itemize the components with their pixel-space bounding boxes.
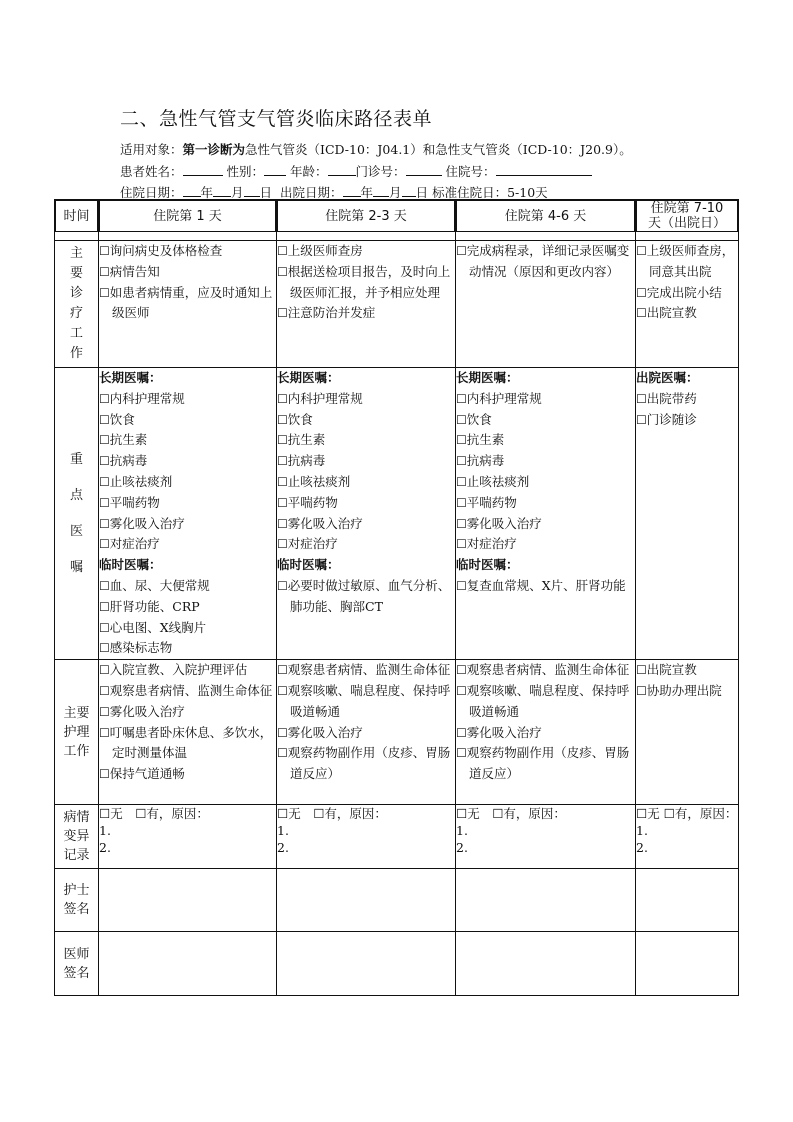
checklist-item-label: 对症治疗 bbox=[109, 536, 160, 552]
nursing-day1 bbox=[99, 660, 277, 805]
admit-year-field[interactable] bbox=[183, 184, 201, 197]
checklist-item[interactable] bbox=[277, 262, 455, 304]
checkbox-icon[interactable]: ☐ bbox=[99, 578, 110, 593]
orders-day7-10: 出院医嘱： ☐出院带药 ☐门诊随诊 bbox=[636, 368, 739, 660]
admit-day-field[interactable] bbox=[244, 184, 260, 197]
orders-day1: 长期医嘱： ☐内科护理常规 ☐饮食 ☐抗生素 ☐抗病毒 ☐止咳祛痰剂 ☐平喘药物 ☐雾化吸入治疗 ☐对症治疗 临时医嘱： ☐血、尿、大便常规 ☐肝肾功能、CRP ☐心电图、X线胸片 ☐感染标志物 bbox=[99, 368, 277, 660]
row-label-nurse-sign: 护士签名 bbox=[55, 869, 99, 932]
checkbox-icon[interactable]: ☐ bbox=[636, 683, 647, 698]
checklist-item[interactable] bbox=[277, 472, 455, 493]
checklist-item[interactable] bbox=[277, 451, 455, 472]
checklist-item-label: 血、尿、大便常规 bbox=[109, 577, 210, 593]
checklist-item[interactable] bbox=[456, 743, 635, 785]
variance-day4-6[interactable]: ☐无 ☐有，原因： 1. 2. bbox=[456, 805, 636, 869]
checklist-item-label: 根据送检项目报告，及时向上级医师汇报，并予相应处理 bbox=[287, 263, 451, 300]
clinical-pathway-table bbox=[54, 199, 739, 996]
checkbox-icon[interactable]: ☐ bbox=[277, 454, 288, 469]
checklist-item[interactable] bbox=[99, 618, 276, 639]
row-label-variance: 病情变异记录 bbox=[55, 805, 99, 869]
checklist-item-label: 复查血常规、X片、肝肾功能 bbox=[466, 577, 626, 593]
variance-day7-10[interactable]: ☐无 ☐有，原因： 1. 2. bbox=[636, 805, 739, 869]
checklist-item[interactable] bbox=[277, 303, 455, 324]
sex-field[interactable] bbox=[264, 163, 286, 176]
checkbox-icon[interactable]: ☐ bbox=[99, 704, 110, 719]
checklist-item[interactable] bbox=[456, 472, 635, 493]
checklist-item[interactable] bbox=[99, 451, 276, 472]
checklist-item-label: 询问病史及体格检查 bbox=[109, 243, 223, 258]
checklist-item[interactable] bbox=[636, 283, 738, 304]
row-doctor-sign bbox=[55, 932, 739, 996]
checkbox-icon[interactable]: ☐ bbox=[277, 495, 288, 510]
checkbox-icon[interactable]: ☐ bbox=[277, 537, 288, 552]
diagnosis-day1 bbox=[99, 241, 277, 368]
checklist-item[interactable] bbox=[99, 493, 276, 514]
checklist-item-label: 完成病程录，详细记录医嘱变动情况（原因和更改内容） bbox=[466, 243, 630, 279]
checklist-item-label: 饮食 bbox=[109, 411, 135, 427]
checklist-item[interactable] bbox=[636, 681, 738, 702]
checkbox-icon[interactable]: ☐ bbox=[456, 663, 467, 678]
checklist-item-label: 观察患者病情、监测生命体征 bbox=[466, 662, 630, 678]
checklist-item-label: 对症治疗 bbox=[287, 536, 338, 552]
checklist-item-label: 病情告知 bbox=[109, 263, 160, 279]
checklist-item-label: 平喘药物 bbox=[109, 494, 160, 510]
checklist-item[interactable] bbox=[277, 743, 455, 785]
checklist-item-label: 止咳祛痰剂 bbox=[287, 473, 351, 489]
checklist-item[interactable] bbox=[277, 241, 455, 262]
checkbox-icon[interactable]: ☐ bbox=[636, 306, 647, 321]
row-nursing bbox=[55, 660, 739, 805]
checklist-item-label: 出院宣教 bbox=[646, 305, 697, 321]
checklist-item-label: 抗病毒 bbox=[466, 453, 505, 469]
row-label-diagnosis: 主要诊疗工作 bbox=[55, 241, 99, 368]
checklist-item-label: 雾化吸入治疗 bbox=[287, 515, 363, 531]
checkbox-icon[interactable]: ☐ bbox=[277, 474, 288, 489]
checklist-item[interactable] bbox=[99, 702, 276, 723]
header-day7-10: 住院第 7-10 天（出院日） bbox=[636, 200, 739, 241]
checklist-item-label: 观察患者病情、监测生命体征 bbox=[109, 682, 273, 698]
checklist-item-label: 平喘药物 bbox=[466, 494, 517, 510]
discharge-month-field[interactable] bbox=[373, 184, 389, 197]
row-variance bbox=[55, 805, 739, 869]
header-day2-3: 住院第 2-3 天 bbox=[277, 200, 456, 241]
checklist-item-label: 观察咳嗽、喘息程度、保持呼吸道畅通 bbox=[287, 682, 451, 719]
nursing-day4-6 bbox=[456, 660, 636, 805]
checklist-item[interactable] bbox=[99, 262, 276, 283]
age-field[interactable] bbox=[328, 163, 356, 176]
doctor-sign-day7-10[interactable] bbox=[636, 932, 739, 996]
checklist-item[interactable] bbox=[99, 660, 276, 681]
checklist-item[interactable] bbox=[99, 514, 276, 535]
checkbox-icon[interactable]: ☐ bbox=[99, 391, 110, 406]
checklist-item[interactable] bbox=[277, 514, 455, 535]
checklist-item-label: 内科护理常规 bbox=[466, 390, 542, 406]
checklist-item[interactable] bbox=[456, 241, 635, 283]
checkbox-icon[interactable]: ☐ bbox=[277, 663, 288, 678]
checklist-item[interactable] bbox=[456, 451, 635, 472]
checkbox-icon[interactable]: ☐ bbox=[99, 620, 110, 635]
discharge-year-field[interactable] bbox=[343, 184, 361, 197]
checklist-item[interactable] bbox=[456, 660, 635, 681]
patient-info-line: 患者姓名： 性别： 年龄： 门诊号： 住院号： bbox=[120, 162, 592, 180]
row-orders bbox=[55, 368, 739, 660]
patient-name-field[interactable] bbox=[183, 163, 223, 176]
checkbox-icon[interactable]: ☐ bbox=[99, 454, 110, 469]
nurse-sign-day4-6[interactable] bbox=[456, 869, 636, 932]
checkbox-icon[interactable]: ☐ bbox=[456, 537, 467, 552]
checklist-item[interactable] bbox=[99, 764, 276, 785]
checklist-item[interactable] bbox=[277, 410, 455, 431]
row-diagnosis bbox=[55, 241, 739, 368]
checkbox-icon[interactable]: ☐ bbox=[456, 244, 467, 258]
checklist-item-label: 肝肾功能、CRP bbox=[109, 598, 200, 614]
checkbox-icon[interactable]: ☐ bbox=[456, 412, 467, 427]
checkbox-icon[interactable]: ☐ bbox=[277, 725, 288, 740]
checklist-item[interactable] bbox=[456, 723, 635, 744]
checkbox-icon[interactable]: ☐ bbox=[456, 433, 467, 448]
header-day1: 住院第 1 天 bbox=[99, 200, 277, 241]
checkbox-icon[interactable]: ☐ bbox=[99, 285, 110, 300]
checklist-item-label: 饮食 bbox=[287, 411, 313, 427]
checklist-item[interactable] bbox=[456, 430, 635, 451]
checkbox-icon[interactable]: ☐ bbox=[456, 516, 467, 531]
checklist-item-label: 入院宣教、入院护理评估 bbox=[109, 662, 248, 678]
checklist-item-label: 完成出院小结 bbox=[646, 284, 722, 300]
checklist-item[interactable] bbox=[277, 576, 455, 618]
checkbox-icon[interactable]: ☐ bbox=[99, 244, 110, 258]
clinic-no-field[interactable] bbox=[406, 163, 442, 176]
checklist-item[interactable] bbox=[277, 681, 455, 723]
diagnosis-day4-6 bbox=[456, 241, 636, 368]
checklist-item[interactable] bbox=[456, 410, 635, 431]
orders-day4-6: 长期医嘱： ☐内科护理常规 ☐饮食 ☐抗生素 ☐抗病毒 ☐止咳祛痰剂 ☐平喘药物 ☐雾化吸入治疗 ☐对症治疗 临时医嘱： ☐复查血常规、X片、肝肾功能 bbox=[456, 368, 636, 660]
checklist-item-label: 叮嘱患者卧床休息、多饮水，定时测量体温 bbox=[109, 724, 273, 761]
checklist-item[interactable] bbox=[99, 283, 276, 325]
checkbox-icon[interactable]: ☐ bbox=[277, 391, 288, 406]
page-title: 二、急性气管支气管炎临床路径表单 bbox=[120, 108, 433, 130]
checklist-item[interactable] bbox=[277, 493, 455, 514]
header-day4-6: 住院第 4-6 天 bbox=[456, 200, 636, 241]
checkbox-icon[interactable]: ☐ bbox=[99, 537, 110, 552]
checkbox-icon[interactable]: ☐ bbox=[277, 516, 288, 531]
nurse-sign-day1[interactable] bbox=[99, 869, 277, 932]
row-label-orders: 重点医嘱 bbox=[55, 368, 99, 660]
checklist-item-label: 平喘药物 bbox=[287, 494, 338, 510]
checklist-item[interactable] bbox=[456, 514, 635, 535]
dates-line: 住院日期： 年 月 日 出院日期： 年 月 日 标准住院日：5-10天 bbox=[120, 185, 548, 200]
checklist-item-label: 雾化吸入治疗 bbox=[466, 515, 542, 531]
checkbox-icon[interactable]: ☐ bbox=[277, 244, 288, 258]
checkbox-icon[interactable]: ☐ bbox=[99, 683, 110, 698]
checklist-item[interactable] bbox=[99, 534, 276, 555]
checkbox-icon[interactable]: ☐ bbox=[99, 641, 110, 656]
checkbox-icon[interactable]: ☐ bbox=[456, 495, 467, 510]
checkbox-icon[interactable]: ☐ bbox=[277, 746, 288, 761]
checklist-item-label: 保持气道通畅 bbox=[109, 766, 185, 782]
header-row bbox=[55, 200, 739, 241]
checklist-item[interactable] bbox=[99, 723, 276, 765]
row-label-doctor-sign: 医师签名 bbox=[55, 932, 99, 996]
header-time: 时间 bbox=[55, 200, 99, 241]
checklist-item-label: 观察咳嗽、喘息程度、保持呼吸道畅通 bbox=[466, 682, 630, 719]
inpatient-no-field[interactable] bbox=[496, 163, 592, 176]
checkbox-icon[interactable]: ☐ bbox=[99, 516, 110, 531]
checklist-item[interactable] bbox=[99, 638, 276, 659]
checkbox-icon[interactable]: ☐ bbox=[99, 412, 110, 427]
checklist-item[interactable] bbox=[636, 303, 738, 324]
checkbox-icon[interactable]: ☐ bbox=[636, 663, 647, 678]
checklist-item-label: 上级医师查房 bbox=[287, 243, 363, 258]
row-nurse-sign bbox=[55, 869, 739, 932]
checklist-item-label: 饮食 bbox=[466, 411, 492, 427]
checklist-item-label: 雾化吸入治疗 bbox=[109, 515, 185, 531]
doctor-sign-day2-3[interactable] bbox=[277, 932, 456, 996]
diagnosis-day7-10 bbox=[636, 241, 739, 368]
checkbox-icon[interactable]: ☐ bbox=[99, 725, 110, 740]
checklist-item-label: 观察患者病情、监测生命体征 bbox=[287, 662, 451, 678]
checklist-item-label: 心电图、X线胸片 bbox=[109, 619, 207, 635]
variance-day2-3[interactable]: ☐无 ☐有，原因： 1. 2. bbox=[277, 805, 456, 869]
checkbox-icon[interactable]: ☐ bbox=[456, 683, 467, 698]
row-label-nursing: 主要护理工作 bbox=[55, 660, 99, 805]
checklist-item-label: 内科护理常规 bbox=[287, 390, 363, 406]
nurse-sign-day2-3[interactable] bbox=[277, 869, 456, 932]
checkbox-icon[interactable]: ☐ bbox=[636, 391, 647, 406]
checklist-item-label: 雾化吸入治疗 bbox=[466, 724, 542, 740]
checklist-item[interactable] bbox=[636, 660, 738, 681]
checklist-item[interactable] bbox=[99, 389, 276, 410]
checklist-item[interactable] bbox=[99, 472, 276, 493]
checklist-item-label: 出院宣教 bbox=[646, 662, 697, 678]
checklist-item[interactable] bbox=[456, 681, 635, 723]
checklist-item[interactable] bbox=[456, 576, 635, 597]
doctor-sign-day1[interactable] bbox=[99, 932, 277, 996]
diagnosis-day2-3 bbox=[277, 241, 456, 368]
checklist-item-label: 抗生素 bbox=[287, 432, 326, 448]
checklist-item-label: 注意防治并发症 bbox=[287, 305, 376, 321]
checklist-item-label: 必要时做过敏原、血气分析、肺功能、胸部CT bbox=[287, 577, 451, 614]
checklist-item-label: 出院带药 bbox=[646, 390, 697, 406]
checklist-item-label: 内科护理常规 bbox=[109, 390, 185, 406]
checklist-item-label: 如患者病情重，应及时通知上级医师 bbox=[109, 284, 273, 321]
checklist-item-label: 上级医师查房，同意其出院 bbox=[646, 243, 735, 279]
checklist-item[interactable] bbox=[456, 534, 635, 555]
checkbox-icon[interactable]: ☐ bbox=[456, 746, 467, 761]
checklist-item[interactable] bbox=[99, 597, 276, 618]
checkbox-icon[interactable]: ☐ bbox=[277, 683, 288, 698]
checkbox-icon[interactable]: ☐ bbox=[456, 725, 467, 740]
variance-day1[interactable]: ☐无 ☐有，原因： 1. 2. bbox=[99, 805, 277, 869]
checklist-item[interactable] bbox=[99, 430, 276, 451]
checkbox-icon[interactable]: ☐ bbox=[277, 433, 288, 448]
checkbox-icon[interactable]: ☐ bbox=[636, 285, 647, 300]
checklist-item[interactable] bbox=[456, 493, 635, 514]
nursing-day7-10 bbox=[636, 660, 739, 805]
checklist-item-label: 止咳祛痰剂 bbox=[466, 473, 530, 489]
checkbox-icon[interactable]: ☐ bbox=[99, 264, 110, 279]
checkbox-icon[interactable]: ☐ bbox=[456, 391, 467, 406]
checklist-item[interactable] bbox=[99, 410, 276, 431]
checklist-item-label: 抗病毒 bbox=[109, 453, 148, 469]
checklist-item[interactable] bbox=[636, 241, 738, 283]
checkbox-icon[interactable]: ☐ bbox=[99, 599, 110, 614]
orders-day2-3: 长期医嘱： ☐内科护理常规 ☐饮食 ☐抗生素 ☐抗病毒 ☐止咳祛痰剂 ☐平喘药物 ☐雾化吸入治疗 ☐对症治疗 临时医嘱： ☐必要时做过敏原、血气分析、肺功能、胸部CT bbox=[277, 368, 456, 660]
checklist-item[interactable] bbox=[99, 576, 276, 597]
checkbox-icon[interactable]: ☐ bbox=[456, 578, 467, 593]
checkbox-icon[interactable]: ☐ bbox=[277, 306, 288, 321]
checkbox-icon[interactable]: ☐ bbox=[456, 454, 467, 469]
checklist-item[interactable] bbox=[99, 241, 276, 262]
nurse-sign-day7-10[interactable] bbox=[636, 869, 739, 932]
checklist-item-label: 观察药物副作用（皮疹、胃肠道反应） bbox=[287, 745, 451, 782]
checkbox-icon[interactable]: ☐ bbox=[636, 244, 647, 258]
checklist-item-label: 协助办理出院 bbox=[646, 682, 722, 698]
checkbox-icon[interactable]: ☐ bbox=[99, 663, 110, 678]
doctor-sign-day4-6[interactable] bbox=[456, 932, 636, 996]
checklist-item-label: 雾化吸入治疗 bbox=[287, 724, 363, 740]
checklist-item[interactable] bbox=[456, 389, 635, 410]
checklist-item[interactable] bbox=[277, 389, 455, 410]
checkbox-icon[interactable]: ☐ bbox=[99, 433, 110, 448]
checklist-item-label: 止咳祛痰剂 bbox=[109, 473, 173, 489]
checkbox-icon[interactable]: ☐ bbox=[99, 767, 110, 782]
checklist-item-label: 抗生素 bbox=[466, 432, 505, 448]
checklist-item-label: 感染标志物 bbox=[109, 640, 173, 656]
checklist-item-label: 对症治疗 bbox=[466, 536, 517, 552]
checkbox-icon[interactable]: ☐ bbox=[277, 578, 288, 593]
checklist-item[interactable] bbox=[636, 389, 738, 410]
checkbox-icon[interactable]: ☐ bbox=[99, 474, 110, 489]
checkbox-icon[interactable]: ☐ bbox=[277, 264, 288, 279]
checkbox-icon[interactable]: ☐ bbox=[99, 495, 110, 510]
checklist-item[interactable] bbox=[636, 410, 738, 431]
checklist-item[interactable] bbox=[277, 534, 455, 555]
discharge-day-field[interactable] bbox=[402, 184, 416, 197]
admit-month-field[interactable] bbox=[213, 184, 231, 197]
checkbox-icon[interactable]: ☐ bbox=[456, 474, 467, 489]
checklist-item-label: 雾化吸入治疗 bbox=[109, 703, 185, 719]
checkbox-icon[interactable]: ☐ bbox=[636, 412, 647, 427]
checklist-item-label: 观察药物副作用（皮疹、胃肠道反应） bbox=[466, 745, 630, 782]
checklist-item[interactable] bbox=[277, 723, 455, 744]
checklist-item-label: 抗病毒 bbox=[287, 453, 326, 469]
checklist-item-label: 门诊随诊 bbox=[646, 411, 697, 427]
checklist-item[interactable] bbox=[99, 681, 276, 702]
checklist-item[interactable] bbox=[277, 430, 455, 451]
checkbox-icon[interactable]: ☐ bbox=[277, 412, 288, 427]
nursing-day2-3 bbox=[277, 660, 456, 805]
applicable-line: 适用对象：第一诊断为急性气管炎（ICD-10：J04.1）和急性支气管炎（ICD-10：J20.9）。 bbox=[120, 142, 632, 157]
checklist-item-label: 抗生素 bbox=[109, 432, 148, 448]
checklist-item[interactable] bbox=[277, 660, 455, 681]
